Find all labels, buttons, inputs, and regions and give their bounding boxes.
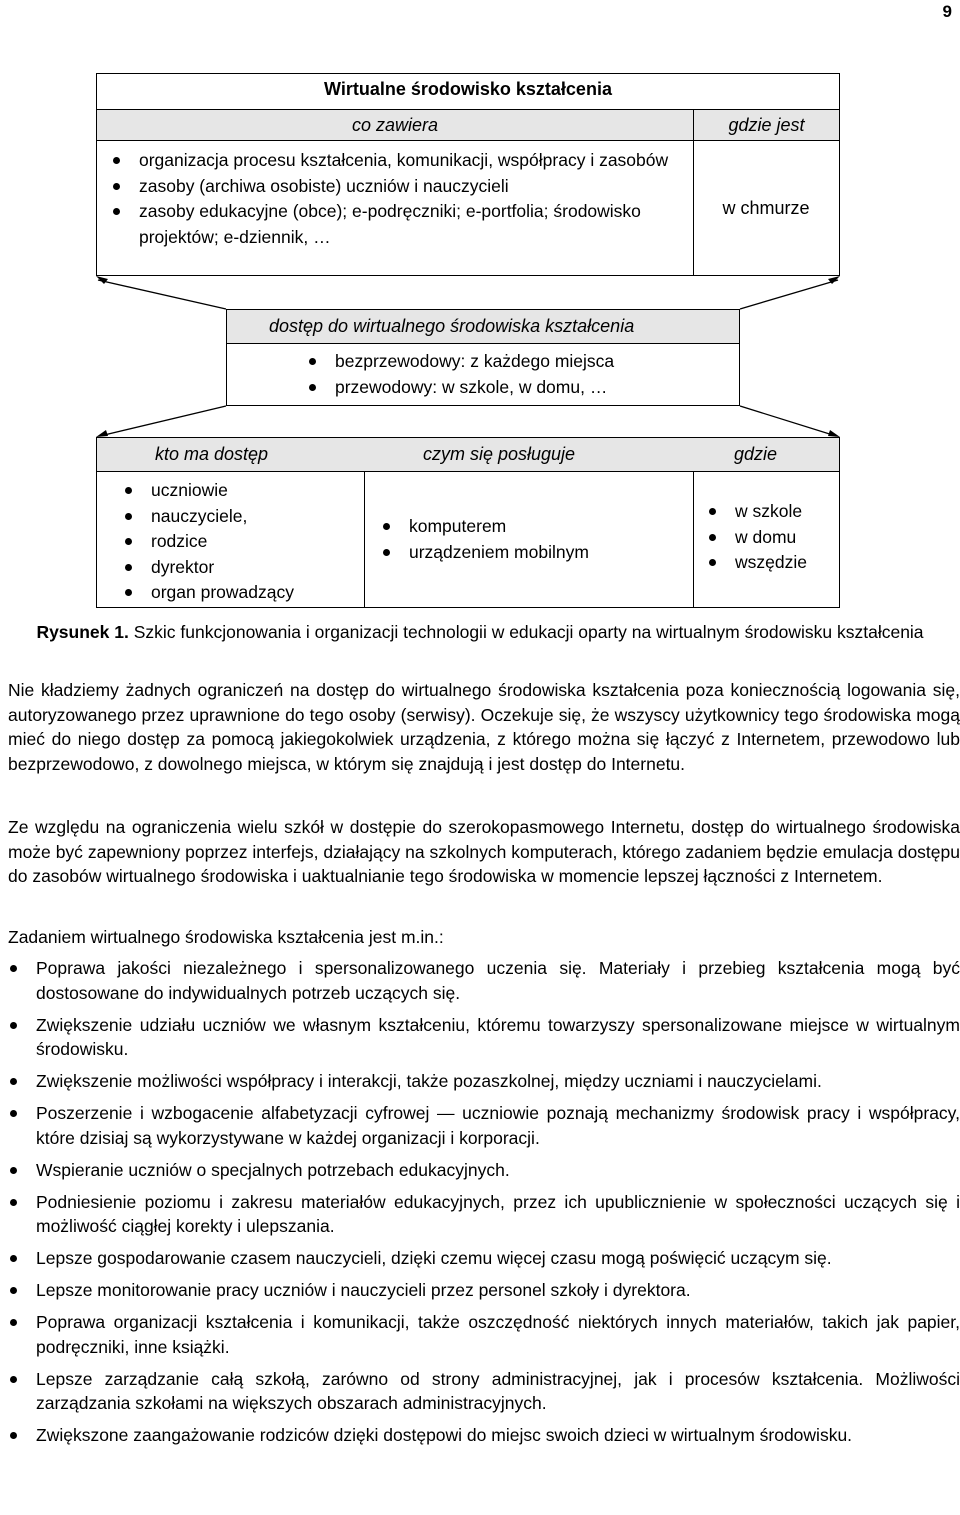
paragraph: Nie kładziemy żadnych ograniczeń na dostęp do wirtualnego środowiska kształcenia poza koniecznością logowania się, autoryzowanego przez uprawnione do tego osoby (serwisy). Oczekuje się, że wszyscy użytkownicy tego środowiska mogą mieć do niego dostęp za pomocą jakiegokolwiek urządzenia, z którego można się łączyć z Internetem, przewodowo lub bezprzewodowo, z dowolnego miejsca, w którym się znajdują i jest dostęp do Internetu. <box>8 680 960 774</box>
list-item: rodzice <box>123 529 294 555</box>
access-list <box>307 349 614 400</box>
bullet-icon <box>10 1199 17 1206</box>
bullet-icon <box>10 1167 17 1174</box>
caption-label: Rysunek 1. <box>36 622 129 642</box>
access-box <box>226 309 740 406</box>
col-contains-header: co zawiera <box>351 115 439 135</box>
column-divider <box>693 472 694 607</box>
where-list <box>707 499 807 576</box>
col-where-header: gdzie jest <box>693 110 839 140</box>
page-number: 9 <box>942 2 952 21</box>
bullet-icon <box>125 538 132 545</box>
bullet-icon <box>383 523 390 530</box>
bullet-icon <box>113 157 120 164</box>
who-list <box>123 478 294 606</box>
list-item: organ prowadzący <box>123 580 294 606</box>
list-item: Lepsze monitorowanie pracy uczniów i nauczycieli przez personel szkoły i dyrektora. <box>8 1278 960 1303</box>
where-header: gdzie <box>734 444 778 464</box>
who-header: kto ma dostęp <box>155 444 269 464</box>
list-item: wszędzie <box>707 550 807 576</box>
bullet-icon <box>709 508 716 515</box>
bullet-icon <box>113 208 120 215</box>
list-item: Lepsze gospodarowanie czasem nauczycieli, dzięki czemu więcej czasu mogą poświęcić uczącym się. <box>8 1246 960 1271</box>
list-item: Lepsze zarządzanie całą szkołą, zarówno od strony administracyjnej, jak i procesów kształcenia. Możliwości zarządzania szkołami na większych obszarach administracyjnych. <box>8 1367 960 1416</box>
bullet-icon <box>10 965 17 972</box>
bullet-icon <box>125 564 132 571</box>
list-item: w domu <box>707 525 807 551</box>
vle-location: w chmurze <box>722 197 810 218</box>
bullet-icon <box>10 1287 17 1294</box>
vle-box <box>96 73 840 276</box>
list-item: Zwiększenie możliwości współpracy i interakcji, także pozaszkolnej, między uczniami i nauczycielami. <box>8 1069 960 1094</box>
tool-list <box>381 514 589 565</box>
list-item: organizacja procesu kształcenia, komunikacji, współpracy i zasobów <box>111 148 686 174</box>
bullet-icon <box>125 513 132 520</box>
tool-header: czym się posługuje <box>423 444 576 464</box>
vle-header-row <box>97 109 839 141</box>
list-item: Zwiększone zaangażowanie rodziców dzięki dostępowi do miejsc swoich dzieci w wirtualnym środowisku. <box>8 1423 960 1448</box>
list-item: zasoby (archiwa osobiste) uczniów i nauczycieli <box>111 174 686 200</box>
bullet-icon <box>383 549 390 556</box>
bullet-icon <box>10 1432 17 1439</box>
users-box <box>96 437 840 608</box>
vle-contents-list <box>111 148 686 250</box>
bullet-icon <box>10 1376 17 1383</box>
list-item: Podniesienie poziomu i zakresu materiałów edukacyjnych, przez ich upublicznienie w społeczności uczących się i możliwość ciągłej korekty i ulepszania. <box>8 1190 960 1239</box>
bullet-icon <box>709 534 716 541</box>
list-item: przewodowy: w szkole, w domu, … <box>307 375 614 401</box>
paragraph: Ze względu na ograniczenia wielu szkół w dostępie do szerokopasmowego Internetu, dostęp do wirtualnego środowiska może być zapewniony poprzez interfejs, działający na szkolnych komputerach, którego zadaniem będzie emulacja dostępu do zasobów wirtualnego środowiska i uaktualnianie tego środowiska w momencie lepszej łączności z Internetem. <box>8 817 960 886</box>
bullet-icon <box>309 358 316 365</box>
list-item: Poprawa organizacji kształcenia i komunikacji, także oszczędność niektórych innych materiałów, takich jak papier, podręczniki, inne książki. <box>8 1310 960 1359</box>
bullet-icon <box>125 589 132 596</box>
bullet-icon <box>709 559 716 566</box>
bullet-icon <box>10 1319 17 1326</box>
paragraph: Zadaniem wirtualnego środowiska kształcenia jest m.in.: <box>8 927 444 947</box>
list-item: urządzeniem mobilnym <box>381 540 589 566</box>
list-item: uczniowie <box>123 478 294 504</box>
bullet-icon <box>113 183 120 190</box>
list-item: nauczyciele, <box>123 504 294 530</box>
tasks-list <box>8 956 960 1455</box>
list-item: Wspieranie uczniów o specjalnych potrzebach edukacyjnych. <box>8 1158 960 1183</box>
bullet-icon <box>10 1110 17 1117</box>
list-item: komputerem <box>381 514 589 540</box>
list-item: Poprawa jakości niezależnego i spersonalizowanego uczenia się. Materiały i przebieg kształcenia mogą być dostosowane do indywidualnych potrzeb uczących się. <box>8 956 960 1005</box>
bullet-icon <box>125 487 132 494</box>
list-item: dyrektor <box>123 555 294 581</box>
access-header: dostęp do wirtualnego środowiska kształcenia <box>227 310 739 344</box>
bullet-icon <box>10 1078 17 1085</box>
list-item: Poszerzenie i wzbogacenie alfabetyzacji cyfrowej — uczniowie poznają mechanizmy środowisk pracy i współpracy, które dzisiaj są wykorzystywane w każdej organizacji i korporacji. <box>8 1101 960 1150</box>
bullet-icon <box>10 1255 17 1262</box>
caption-text: Szkic funkcjonowania i organizacji technologii w edukacji oparty na wirtualnym środowisku kształcenia <box>133 622 924 642</box>
bullet-icon <box>10 1022 17 1029</box>
vle-title: Wirtualne środowisko kształcenia <box>324 79 612 99</box>
bullet-icon <box>309 384 316 391</box>
users-header-row <box>97 438 839 472</box>
list-item: zasoby edukacyjne (obce); e-podręczniki; e-portfolia; środowisko projektów; e-dziennik, … <box>111 199 686 250</box>
list-item: w szkole <box>707 499 807 525</box>
figure-caption <box>8 620 952 645</box>
list-item: Zwiększenie udziału uczniów we własnym kształceniu, któremu towarzyszy spersonalizowane miejsce w wirtualnym środowisku. <box>8 1013 960 1062</box>
column-divider <box>364 472 365 607</box>
list-item: bezprzewodowy: z każdego miejsca <box>307 349 614 375</box>
